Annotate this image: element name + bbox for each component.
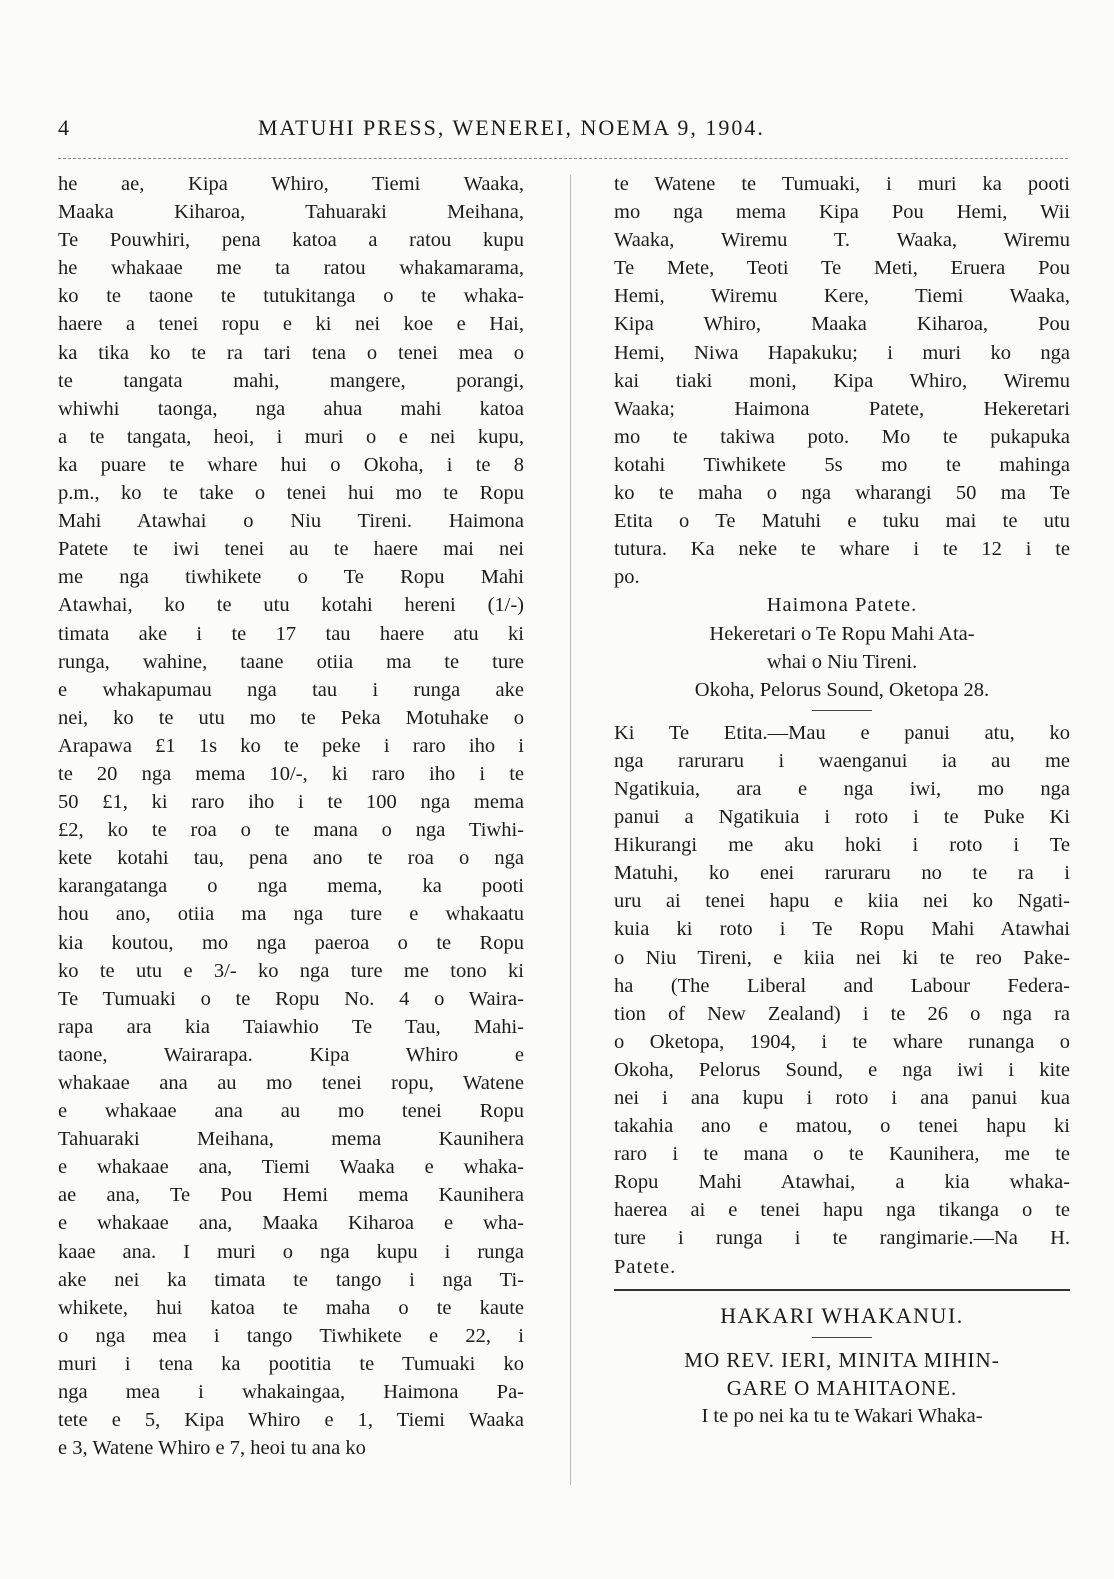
right-column [614, 170, 1070, 1430]
text-line: Waaka; Haimona Patete, Hekeretari [614, 397, 1070, 420]
text-line: kaae ana. I muri o nga kupu i runga [58, 1240, 524, 1263]
text-line: nei, ko te utu mo te Peka Motuhake o [58, 706, 524, 729]
text-line: kete kotahi tau, pena ano te roa o nga [58, 847, 524, 870]
text-line: hou ano, otiia ma nga ture e whakaatu [58, 903, 524, 926]
text-line: whikete, hui katoa te maha o te kaute [58, 1296, 524, 1319]
page-header [58, 115, 1068, 147]
page-number: 4 [58, 115, 71, 140]
text-line: Patete te iwi tenei au te haere mai nei [58, 538, 524, 561]
column-divider [570, 175, 571, 1485]
section-rule [614, 1289, 1070, 1291]
text-line: ha (The Liberal and Labour Federa- [614, 974, 1070, 997]
text-line: ae ana, Te Pou Hemi mema Kaunihera [58, 1184, 524, 1207]
subheading: MO REV. IERI, MINITA MIHIN- [684, 1347, 1000, 1372]
text-line: panui a Ngatikuia i roto i te Puke Ki [614, 806, 1070, 829]
text-line: runga, wahine, taane otiia ma te ture [58, 650, 524, 673]
text-line: mo nga mema Kipa Pou Hemi, Wii [614, 201, 1070, 224]
text-line: karangatanga o nga mema, ka pooti [58, 875, 524, 898]
text-line: he ae, Kipa Whiro, Tiemi Waaka, [58, 173, 524, 195]
text-line: ka tika ko te ra tari tena o tenei mea o [58, 341, 524, 364]
text-line: ko te utu e 3/- ko nga ture me tono ki [58, 959, 524, 982]
left-column [58, 170, 524, 1462]
text-line: 50 £1, ki raro iho i te 100 nga mema [58, 791, 524, 814]
signature-title: whai o Niu Tireni. [766, 650, 918, 673]
text-line: Arapawa £1 1s ko te peke i raro iho i [58, 734, 524, 757]
signature-title: Hekeretari o Te Ropu Mahi Ata- [709, 622, 975, 645]
text-line: kai tiaki moni, Kipa Whiro, Wiremu [614, 369, 1070, 392]
header-rule [58, 158, 1068, 159]
text-line: ake nei ka timata te tango i nga Ti- [58, 1268, 524, 1291]
text-line: e whakaae ana, Tiemi Waaka e whaka- [58, 1156, 524, 1179]
text-line: raro i te mana o te Kaunihera, me te [614, 1143, 1070, 1166]
text-line: Ropu Mahi Atawhai, a kia whaka- [614, 1171, 1070, 1194]
text-line: Hemi, Wiremu Kere, Tiemi Waaka, [614, 285, 1070, 308]
text-line: e 3, Watene Whiro e 7, heoi tu ana ko [58, 1437, 366, 1460]
text-line: uru ai tenei hapu e kiia nei ko Ngati- [614, 890, 1070, 913]
text-line: takahia ano e matou, o tenei hapu ki [614, 1115, 1070, 1138]
text-line: a te tangata, heoi, i muri o e nei kupu, [58, 425, 524, 448]
text-line: e whakapumau nga tau i runga ake [58, 678, 524, 701]
text-line: Okoha, Pelorus Sound, e nga iwi i kite [614, 1058, 1070, 1081]
text-line: p.m., ko te take o tenei hui mo te Ropu [58, 482, 524, 505]
text-line: rapa ara kia Taiawhio Te Tau, Mahi- [58, 1015, 524, 1038]
text-line: te tangata mahi, mangere, porangi, [58, 369, 524, 392]
text-line: Ki Te Etita.—Mau e panui atu, ko [614, 721, 1070, 744]
text-line: Matuhi, ko enei raruraru no te ra i [614, 862, 1070, 885]
text-line: Waaka, Wiremu T. Waaka, Wiremu [614, 229, 1070, 252]
text-line: Hemi, Niwa Hapakuku; i muri ko nga [614, 341, 1070, 364]
text-line: Maaka Kiharoa, Tahuaraki Meihana, [58, 201, 524, 224]
text-line: me nga tiwhikete o Te Ropu Mahi [58, 566, 524, 589]
text-line: te 20 nga mema 10/-, ki raro iho i te [58, 762, 524, 785]
text-line: nei i ana kupu i roto i ana panui kua [614, 1087, 1070, 1109]
text-line: haerea ai e tenei hapu nga tikanga o te [614, 1199, 1070, 1222]
text-line: whakaae ana au mo tenei ropu, Watene [58, 1072, 524, 1094]
text-line: ko te taone te tutukitanga o te whaka- [58, 285, 524, 308]
text-line: nga raruraru i waenganui ia au me [614, 749, 1070, 772]
text-line: o nga mea i tango Tiwhikete e 22, i [58, 1324, 524, 1347]
section-heading: HAKARI WHAKANUI. [720, 1302, 964, 1328]
text-line: Hikurangi me aku hoki i roto i Te [614, 834, 1070, 857]
text-line: Te Mete, Teoti Te Meti, Eruera Pou [614, 257, 1070, 280]
text-line: nga mea i whakaingaa, Haimona Pa- [58, 1381, 524, 1404]
page-title: MATUHI PRESS, WENEREI, NOEMA 9, 1904. [258, 115, 765, 140]
text-line: o Niu Tireni, e kiia nei ki te reo Pake- [614, 946, 1070, 969]
text-line: mo te takiwa poto. Mo te pukapuka [614, 425, 1070, 448]
text-line: tutura. Ka neke te whare i te 12 i te [614, 538, 1070, 561]
text-line: taone, Wairarapa. Kipa Whiro e [58, 1043, 524, 1066]
divider [812, 1337, 872, 1338]
text-line: Mahi Atawhai o Niu Tireni. Haimona [58, 510, 524, 533]
text-line: muri i tena ka pootitia te Tumuaki ko [58, 1352, 524, 1375]
text-line: ko te maha o nga wharangi 50 ma Te [614, 482, 1070, 505]
text-line: o Oketopa, 1904, i te whare runanga o [614, 1030, 1070, 1053]
dateline: Okoha, Pelorus Sound, Oketopa 28. [694, 678, 990, 701]
text-line: Tahuaraki Meihana, mema Kaunihera [58, 1128, 524, 1151]
text-line: Te Tumuaki o te Ropu No. 4 o Waira- [58, 987, 524, 1010]
text-line: Etita o Te Matuhi e tuku mai te utu [614, 510, 1070, 533]
text-line: te Watene te Tumuaki, i muri ka pooti [614, 173, 1070, 195]
text-line: ture i runga i te rangimarie.—Na H. [614, 1227, 1070, 1250]
text-line: Ngatikuia, ara e nga iwi, mo nga [614, 777, 1070, 800]
text-line: tete e 5, Kipa Whiro e 1, Tiemi Waaka [58, 1409, 524, 1432]
text-line: £2, ko te roa o te mana o nga Tiwhi- [58, 819, 524, 842]
signature-name: Haimona Patete. [766, 594, 918, 617]
text-line: Te Pouwhiri, pena katoa a ratou kupu [58, 229, 524, 252]
divider [812, 710, 872, 711]
text-line: he whakaae me ta ratou whakamarama, [58, 257, 524, 280]
subheading: GARE O MAHITAONE. [726, 1375, 958, 1400]
text-line: e whakaae ana au mo tenei Ropu [58, 1100, 524, 1123]
text-line: e whakaae ana, Maaka Kiharoa e wha- [58, 1212, 524, 1235]
text-line: whiwhi taonga, nga ahua mahi katoa [58, 397, 524, 420]
text-line: timata ake i te 17 tau haere atu ki [58, 622, 524, 645]
text-line: kia koutou, mo nga paeroa o te Ropu [58, 931, 524, 954]
text-line: Atawhai, ko te utu kotahi hereni (1/-) [58, 594, 524, 617]
text-line: tion of New Zealand) i te 26 o nga ra [614, 1002, 1070, 1025]
text-line: kotahi Tiwhikete 5s mo te mahinga [614, 453, 1070, 476]
text-line: I te po nei ka tu te Wakari Whaka- [701, 1404, 983, 1427]
text-line: Patete. [614, 1255, 677, 1278]
text-line: kuia ki roto i Te Ropu Mahi Atawhai [614, 918, 1070, 941]
text-line: Kipa Whiro, Maaka Kiharoa, Pou [614, 313, 1070, 336]
text-line: haere a tenei ropu e ki nei koe e Hai, [58, 313, 524, 336]
text-line: ka puare te whare hui o Okoha, i te 8 [58, 453, 524, 476]
text-line: po. [614, 566, 640, 589]
